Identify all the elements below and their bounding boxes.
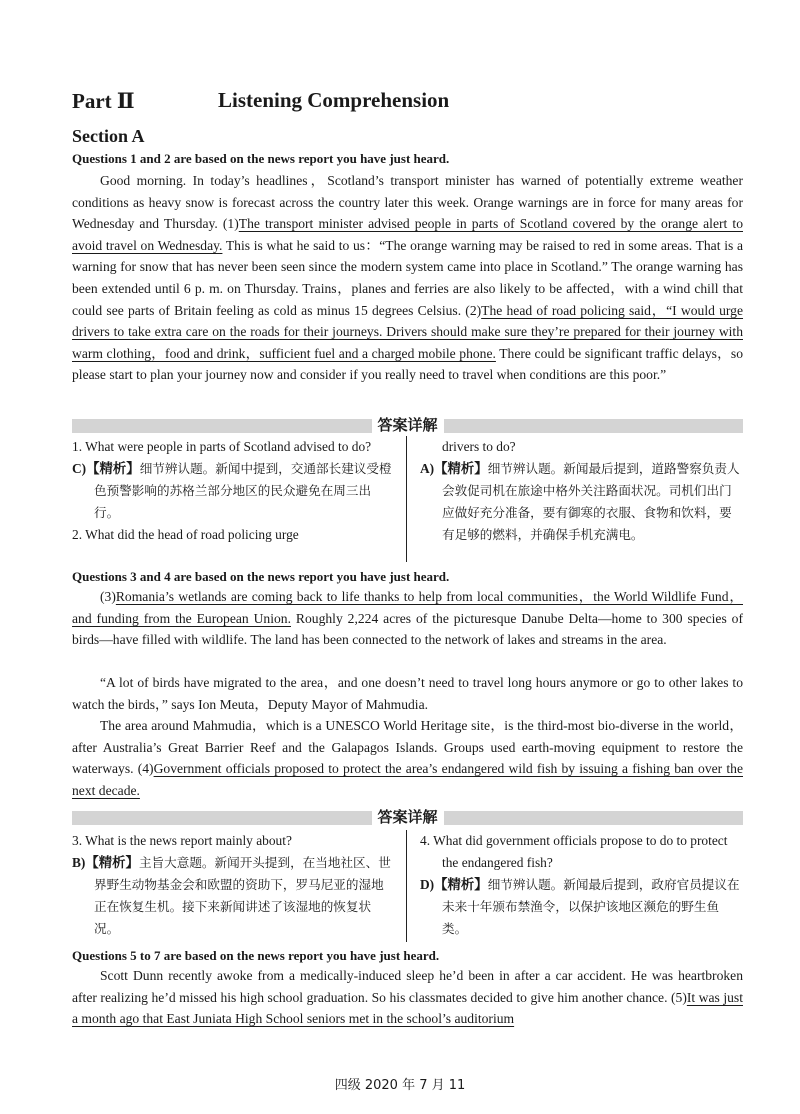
question-3: 3. What is the news report mainly about? [72, 833, 292, 848]
answer-key: D)【精析】 [420, 877, 488, 892]
underlined-answer-2: The head of road policing said，“I would urge drivers to take extra care on the roads for their journeys. Drivers should make sure they’re prepared for their journey with warm clothing，food and drink，sufficient fuel and a charged mobile phone. [72, 302, 744, 361]
answer-2 [420, 458, 743, 546]
section-title: Section A [72, 126, 145, 146]
answer-4 [420, 874, 743, 940]
part-heading: Listening Comprehension [218, 88, 450, 112]
text-segment: Roughly 2,224 acres of the picturesque Danube Delta—home to 300 species of birds—have filled with wildlife. The land has been connected to the network of lakes and streams in the area. [72, 610, 743, 648]
news-report-2-quote [72, 672, 743, 715]
text-segment: (3) [100, 589, 116, 604]
answer-banner-label: 答案详解 [371, 414, 443, 436]
text-segment: “A lot of birds have migrated to the area，and one doesn’t need to travel long hours anymore or go to other lakes to watch the birds，” says Ion Meuta，Deputy Mayor of Mahmudia. [72, 675, 743, 712]
question-heading-1-2: Questions 1 and 2 are based on the news report you have just heard. [72, 151, 450, 166]
answer-3 [72, 852, 394, 940]
answer-text: 细节辨认题。新闻最后提到，政府官员提议在未来十年颁布禁渔令，以保护该地区濒危的野生鱼类。 [442, 877, 740, 936]
answer-column-left-2 [72, 830, 394, 940]
answer-banner-2 [72, 808, 743, 826]
text-segment: This is what he said to us：“The orange warning may be raised to red in some areas. That is a warning for snow that has never been seen since the modern system came into place in Scotland.” The orange warning has been extended until 6 p. m. on Thursday. Trains，planes and ferries are also likely to be affected，with a wind chill that could see parts of Britain feeling as cold as minus 15 degrees Celsius. (2) [72, 237, 743, 318]
underlined-answer-5: It was just a month ago that East Juniata High School seniors met in the school’s auditorium [72, 989, 743, 1027]
text-segment: There could be significant traffic delays，so please start to plan your journey now and consider if you really need to travel when conditions are this poor.” [72, 345, 743, 383]
column-divider [406, 830, 407, 942]
answer-text: 细节辨认题。新闻最后提到，道路警察负责人会敦促司机在旅途中格外关注路面状况。司机们出门应做好充分准备，要有御寒的衣服、食物和饮料，要有足够的燃料，并确保手机充满电。 [442, 461, 740, 542]
answer-text: 细节辨认题。新闻中提到，交通部长建议受橙色预警影响的苏格兰部分地区的民众避免在周三出行。 [94, 461, 392, 520]
question-heading-3-4: Questions 3 and 4 are based on the news report you have just heard. [72, 569, 450, 584]
text-segment: Scott Dunn recently awoke from a medically-induced sleep he’d been in after a car accident. He was heartbroken after realizing he’d missed his high school graduation. So his classmates decided to give him another chance. (5) [72, 968, 743, 1005]
answer-key: C)【精析】 [72, 461, 140, 476]
answer-column-right-2 [420, 830, 743, 940]
answer-key: B)【精析】 [72, 855, 139, 870]
news-report-3 [72, 965, 743, 1030]
news-report-2 [72, 586, 743, 651]
answer-text: 主旨大意题。新闻开头提到，在当地社区、世界野生动物基金会和欧盟的资助下，罗马尼亚的湿地正在恢复生机。接下来新闻讲述了该湿地的恢复状况。 [94, 855, 391, 936]
text-segment: The area around Mahmudia，which is a UNESCO World Heritage site，is the third-most bio-diverse in the world，after Australia’s Great Barrier Reef and the Galapagos Islands. Groups used earth-moving equipment to restore the waterways. (4) [72, 718, 743, 777]
answer-column-left-1 [72, 436, 394, 546]
question-heading-5-7: Questions 5 to 7 are based on the news report you have just heard. [72, 948, 440, 963]
question-2: 2. What did the head of road policing urge [72, 527, 299, 542]
page-footer: 四级 2020 年 7 月 11 [334, 1078, 466, 1093]
question-4: 4. What did government officials propose to do to protect the endangered fish? [420, 833, 728, 870]
answer-banner-label: 答案详解 [371, 806, 443, 828]
question-2-continued: drivers to do? [442, 439, 516, 454]
underlined-answer-1: The transport minister advised people in parts of Scotland covered by the orange alert to avoid travel on Wednesday. [72, 216, 743, 253]
part-label: Part Ⅱ [72, 89, 135, 113]
question-1: 1. What were people in parts of Scotland advised to do? [72, 439, 372, 454]
underlined-answer-4: Government officials proposed to protect the area’s endangered wild fish by issuing a fishing ban over the next decade. [72, 761, 743, 798]
answer-key: A)【精析】 [420, 461, 488, 476]
answer-banner-1 [72, 416, 743, 434]
news-report-1 [72, 170, 743, 386]
underlined-answer-3: Romania’s wetlands are coming back to life thanks to help from local communities，the World Wildlife Fund，and funding from the European Union. [72, 589, 743, 626]
column-divider [406, 436, 407, 562]
answer-1 [72, 458, 394, 524]
answer-column-right-1 [420, 436, 743, 546]
text-segment: Good morning. In today’s headlines，Scotland’s transport minister has warned of potentially extreme weather conditions as heavy snow is forecast across the country later this week. Orange warnings are in force for many areas for Wednesday and Thursday. (1) [72, 173, 743, 232]
part-title [72, 88, 450, 114]
news-report-2-end [72, 715, 743, 801]
